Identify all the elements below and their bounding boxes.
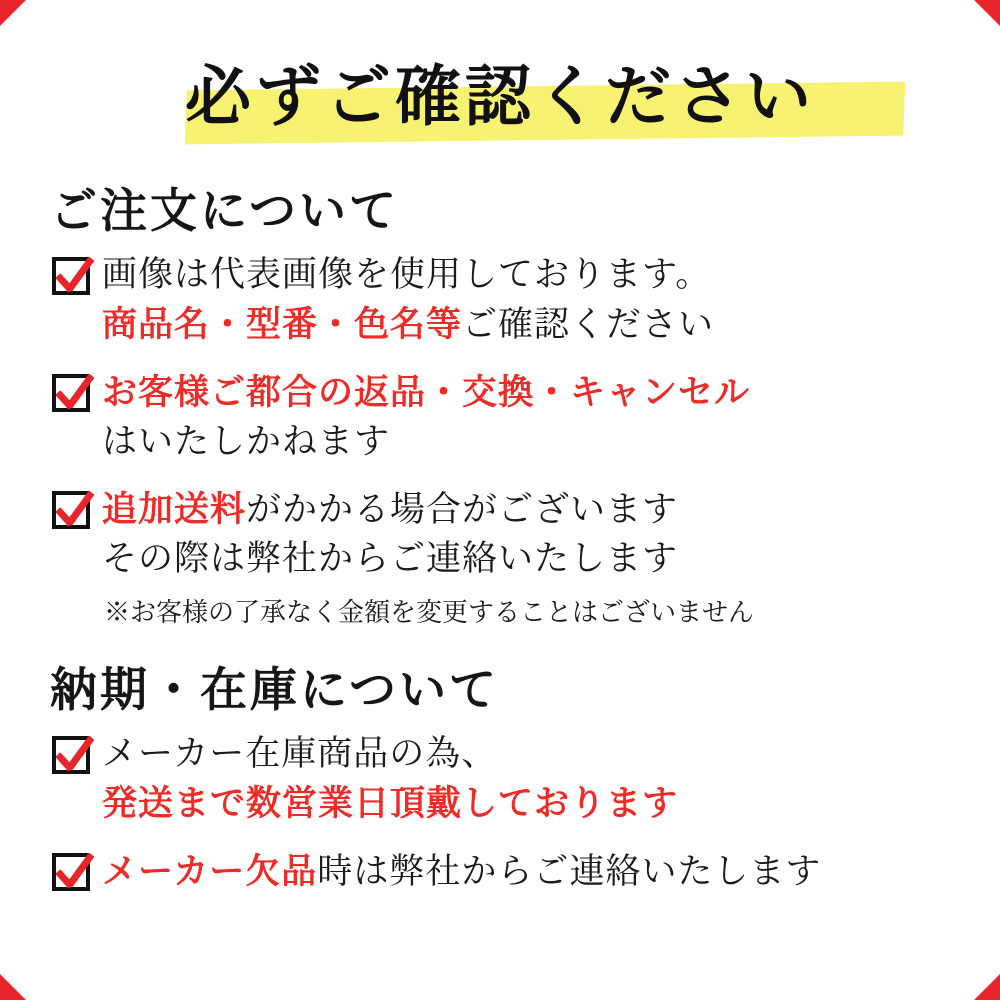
text-line bbox=[102, 251, 714, 300]
text-segment: その際は弊社からご連絡いたします bbox=[102, 539, 679, 579]
text-segment: ご確認ください bbox=[462, 305, 715, 345]
text-segment: お客様ご都合の返品・交換・キャンセル bbox=[102, 372, 751, 413]
corner-decoration-top-left-icon bbox=[0, 0, 26, 26]
text-line bbox=[102, 485, 678, 535]
checklist-item-note: ※お客様の了承なく金額を変更することはございません bbox=[104, 598, 755, 628]
checklist-item bbox=[52, 368, 956, 467]
text-segment: がかかる場合がございます bbox=[246, 490, 679, 530]
text-segment: 画像は代表画像を使用しております。 bbox=[102, 255, 712, 295]
text-line bbox=[102, 418, 750, 467]
checkmark-icon bbox=[52, 491, 90, 529]
checkmark-icon bbox=[52, 374, 90, 412]
checkmark-icon bbox=[52, 853, 90, 891]
checklist-item bbox=[52, 847, 956, 897]
corner-decoration-bottom-right-icon bbox=[974, 974, 1000, 1000]
text-line bbox=[102, 535, 678, 584]
text-segment: メーカー欠品 bbox=[102, 851, 318, 892]
text-segment: 商品名・型番・色名等 bbox=[102, 304, 463, 345]
text-line bbox=[102, 300, 714, 350]
text-line bbox=[102, 847, 821, 897]
checkmark-icon bbox=[52, 257, 90, 295]
page-title bbox=[44, 48, 956, 160]
checklist-item-text bbox=[102, 847, 821, 897]
section-heading: ご注文について bbox=[50, 184, 400, 239]
corner-decoration-top-right-icon bbox=[974, 0, 1000, 26]
checklist-item bbox=[52, 730, 956, 829]
text-segment: 時は弊社からご連絡いたします bbox=[317, 852, 822, 892]
text-segment: 発送まで数営業日頂戴しております bbox=[102, 783, 679, 824]
checklist-item-text bbox=[102, 251, 714, 350]
text-line bbox=[102, 779, 678, 829]
corner-decoration-bottom-left-icon bbox=[0, 974, 26, 1000]
checkmark-icon bbox=[52, 736, 90, 774]
title-text: 必ずご確認ください bbox=[185, 57, 815, 135]
section-heading: 納期・在庫について bbox=[50, 663, 500, 718]
text-segment: はいたしかねます bbox=[102, 422, 391, 462]
text-segment: メーカー在庫商品の為、 bbox=[102, 734, 498, 774]
checklist-item-text bbox=[102, 368, 750, 467]
checklist-item bbox=[52, 485, 956, 584]
text-line bbox=[102, 368, 750, 418]
checklist-item bbox=[52, 251, 956, 350]
checklist-item-text bbox=[102, 730, 678, 829]
text-line bbox=[102, 730, 678, 779]
checklist-item-text bbox=[102, 485, 678, 584]
text-segment: 追加送料 bbox=[102, 489, 247, 530]
sections-container bbox=[44, 174, 956, 897]
